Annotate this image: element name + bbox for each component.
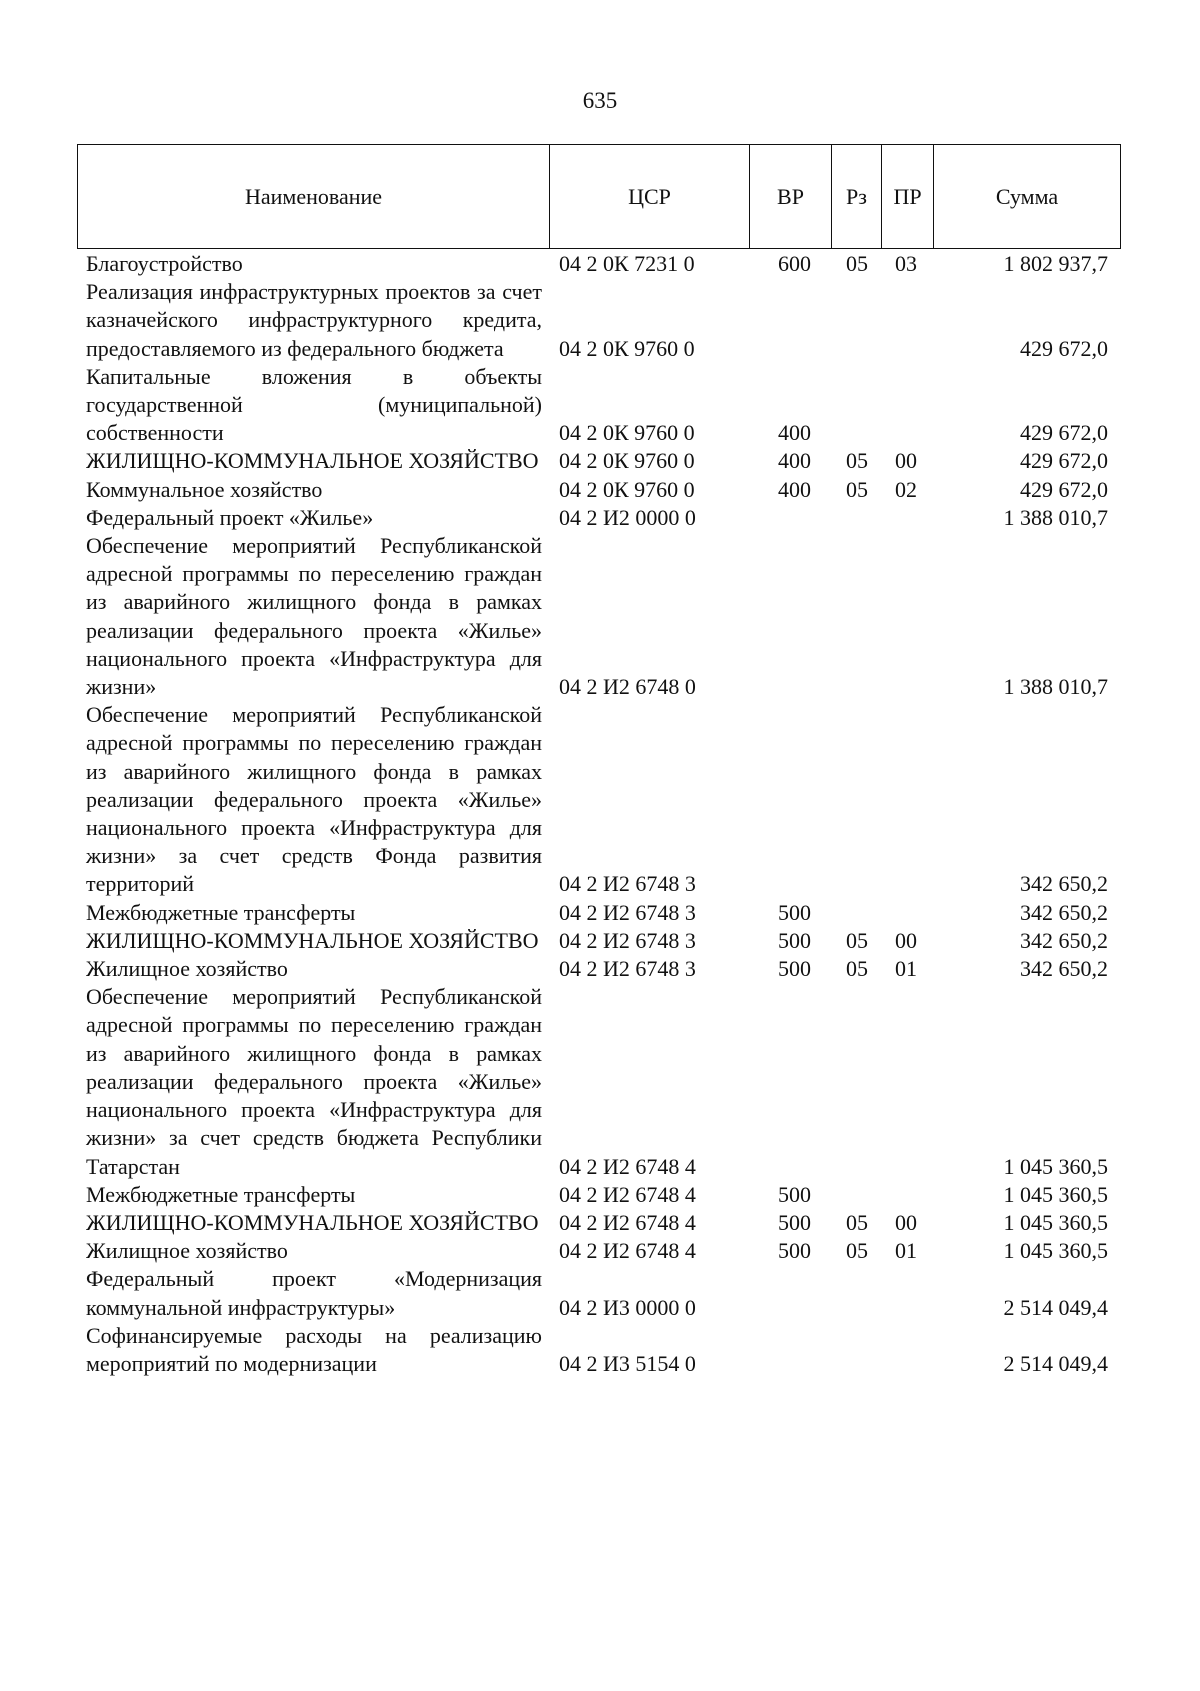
cell-name bbox=[77, 927, 549, 955]
table-row bbox=[77, 447, 1120, 475]
table-row bbox=[77, 1265, 1120, 1321]
cell-name bbox=[77, 447, 549, 475]
row-name-text: Жилищное хозяйство bbox=[86, 956, 288, 982]
cell-sum: 429 672,0 bbox=[1020, 476, 1108, 502]
table-row bbox=[77, 1181, 1120, 1209]
column-header-vr: ВР bbox=[750, 145, 832, 249]
budget-table bbox=[77, 250, 1120, 1378]
cell-rz bbox=[831, 1181, 881, 1209]
cell-sum: 342 650,2 bbox=[1020, 871, 1108, 897]
column-header-csr: ЦСР bbox=[550, 145, 750, 249]
cell-pr bbox=[881, 701, 933, 898]
cell-name bbox=[77, 1265, 549, 1321]
cell-sum: 2 514 049,4 bbox=[1003, 1350, 1108, 1376]
cell-pr bbox=[881, 504, 933, 532]
row-name-text: Жилищное хозяйство bbox=[86, 1238, 288, 1264]
cell-pr bbox=[881, 1265, 933, 1321]
cell-vr: 400 bbox=[778, 476, 811, 502]
row-name-text: Благоустройство bbox=[86, 251, 243, 276]
cell-sum: 429 672,0 bbox=[1020, 448, 1108, 474]
cell-pr bbox=[881, 1322, 933, 1378]
row-name-text: ЖИЛИЩНО-КОММУНАЛЬНОЕ ХОЗЯЙСТВО bbox=[86, 1209, 539, 1235]
row-name-text: Обеспечение мероприятий Республиканской адресной программы по переселению граждан из аварийного жилищного фонда в рамках реализации федерального проекта «Жилье» национального проекта «Инфраструктура для жизни» bbox=[86, 533, 542, 700]
cell-csr: 04 2 И3 5154 0 bbox=[559, 1350, 696, 1376]
cell-sum: 342 650,2 bbox=[1020, 927, 1108, 953]
cell-pr bbox=[881, 1181, 933, 1209]
cell-name bbox=[77, 983, 549, 1180]
cell-name bbox=[77, 278, 549, 363]
cell-rz bbox=[831, 504, 881, 532]
cell-csr: 04 2 И2 6748 4 bbox=[559, 1238, 696, 1264]
cell-rz bbox=[831, 1322, 881, 1378]
cell-sum: 1 388 010,7 bbox=[1003, 674, 1108, 700]
cell-name bbox=[77, 899, 549, 927]
cell-rz: 05 bbox=[846, 1238, 868, 1264]
cell-sum: 1 045 360,5 bbox=[1003, 1238, 1108, 1264]
cell-csr: 04 2 И2 6748 3 bbox=[559, 956, 696, 982]
cell-vr bbox=[749, 504, 831, 532]
cell-rz bbox=[831, 983, 881, 1180]
cell-vr: 600 bbox=[778, 251, 811, 276]
cell-name bbox=[77, 504, 549, 532]
cell-name bbox=[77, 363, 549, 448]
cell-pr bbox=[881, 899, 933, 927]
cell-sum: 1 802 937,7 bbox=[1003, 251, 1108, 276]
cell-vr bbox=[749, 983, 831, 1180]
column-header-pr: ПР bbox=[882, 145, 934, 249]
cell-csr: 04 2 И2 6748 3 bbox=[559, 899, 696, 925]
cell-rz bbox=[831, 1265, 881, 1321]
cell-vr bbox=[749, 701, 831, 898]
table-row bbox=[77, 701, 1120, 898]
column-header-sum: Сумма bbox=[934, 145, 1121, 249]
cell-pr: 00 bbox=[895, 1209, 917, 1235]
column-header-name: Наименование bbox=[78, 145, 550, 249]
cell-csr: 04 2 И2 6748 4 bbox=[559, 1181, 696, 1207]
cell-sum: 342 650,2 bbox=[1020, 956, 1108, 982]
row-name-text: Коммунальное хозяйство bbox=[86, 476, 323, 502]
cell-csr: 04 2 И2 6748 4 bbox=[559, 1209, 696, 1235]
cell-csr: 04 2 И2 6748 4 bbox=[559, 1153, 696, 1179]
page-number: 635 bbox=[582, 88, 618, 113]
table-body bbox=[77, 250, 1120, 1378]
table-row bbox=[77, 476, 1120, 504]
cell-vr: 500 bbox=[778, 899, 811, 925]
cell-csr: 04 2 И2 6748 0 bbox=[559, 674, 696, 700]
table-row bbox=[77, 278, 1120, 363]
cell-sum: 429 672,0 bbox=[1020, 335, 1108, 361]
cell-csr: 04 2 И2 6748 3 bbox=[559, 927, 696, 953]
cell-csr: 04 2 0К 7231 0 bbox=[559, 251, 695, 276]
cell-vr bbox=[749, 278, 831, 363]
cell-rz: 05 bbox=[846, 927, 868, 953]
row-name-text: Федеральный проект «Модернизация коммунальной инфраструктуры» bbox=[86, 1266, 542, 1320]
table-row bbox=[77, 250, 1120, 278]
row-name-text: Обеспечение мероприятий Республиканской адресной программы по переселению граждан из аварийного жилищного фонда в рамках реализации федерального проекта «Жилье» национального проекта «Инфраструктура для жизни» за счет средств Фонда развития территорий bbox=[86, 702, 542, 897]
cell-pr: 00 bbox=[895, 927, 917, 953]
cell-name bbox=[77, 1237, 549, 1265]
cell-csr: 04 2 0К 9760 0 bbox=[559, 420, 695, 446]
table-row bbox=[77, 955, 1120, 983]
table-row bbox=[77, 1209, 1120, 1237]
cell-pr bbox=[881, 278, 933, 363]
cell-csr: 04 2 И2 0000 0 bbox=[559, 504, 696, 530]
row-name-text: Межбюджетные трансферты bbox=[86, 1181, 356, 1207]
cell-csr: 04 2 И3 0000 0 bbox=[559, 1294, 696, 1320]
cell-vr bbox=[749, 532, 831, 701]
cell-rz: 05 bbox=[846, 251, 868, 276]
cell-csr: 04 2 0К 9760 0 bbox=[559, 335, 695, 361]
table-row bbox=[77, 504, 1120, 532]
cell-rz: 05 bbox=[846, 476, 868, 502]
cell-sum: 2 514 049,4 bbox=[1003, 1294, 1108, 1320]
cell-vr bbox=[749, 1322, 831, 1378]
cell-vr: 500 bbox=[778, 1181, 811, 1207]
table-row bbox=[77, 1237, 1120, 1265]
cell-csr: 04 2 0К 9760 0 bbox=[559, 476, 695, 502]
cell-name bbox=[77, 1209, 549, 1237]
cell-pr bbox=[881, 363, 933, 448]
cell-vr: 500 bbox=[778, 956, 811, 982]
cell-name bbox=[77, 1181, 549, 1209]
table-row bbox=[77, 532, 1120, 701]
cell-vr: 500 bbox=[778, 1209, 811, 1235]
cell-vr: 400 bbox=[778, 448, 811, 474]
cell-rz bbox=[831, 278, 881, 363]
cell-sum: 342 650,2 bbox=[1020, 899, 1108, 925]
cell-rz bbox=[831, 701, 881, 898]
table-row bbox=[77, 927, 1120, 955]
column-header-rz: Рз bbox=[832, 145, 882, 249]
cell-pr: 03 bbox=[895, 251, 917, 276]
cell-sum: 1 045 360,5 bbox=[1003, 1153, 1108, 1179]
cell-vr: 400 bbox=[778, 420, 811, 446]
cell-pr bbox=[881, 532, 933, 701]
row-name-text: Федеральный проект «Жилье» bbox=[86, 504, 374, 530]
cell-name bbox=[77, 1322, 549, 1378]
table-row bbox=[77, 1322, 1120, 1378]
cell-name bbox=[77, 476, 549, 504]
cell-pr: 02 bbox=[895, 476, 917, 502]
row-name-text: Капитальные вложения в объекты государственной (муниципальной) собственности bbox=[86, 363, 542, 446]
cell-pr: 00 bbox=[895, 448, 917, 474]
cell-rz bbox=[831, 532, 881, 701]
cell-vr: 500 bbox=[778, 1238, 811, 1264]
cell-vr: 500 bbox=[778, 927, 811, 953]
row-name-text: Обеспечение мероприятий Республиканской адресной программы по переселению граждан из аварийного жилищного фонда в рамках реализации федерального проекта «Жилье» национального проекта «Инфраструктура для жизни» за счет средств бюджета Республики Татарстан bbox=[86, 984, 542, 1179]
cell-csr: 04 2 0К 9760 0 bbox=[559, 448, 695, 474]
cell-pr: 01 bbox=[895, 956, 917, 982]
cell-pr: 01 bbox=[895, 1238, 917, 1264]
row-name-text: Реализация инфраструктурных проектов за счет казначейского инфраструктурного кредита, предоставляемого из федерального бюджета bbox=[86, 279, 542, 361]
cell-csr: 04 2 И2 6748 3 bbox=[559, 871, 696, 897]
table-row bbox=[77, 363, 1120, 448]
cell-vr bbox=[749, 1265, 831, 1321]
cell-rz: 05 bbox=[846, 956, 868, 982]
cell-name bbox=[77, 250, 549, 278]
row-name-text: Межбюджетные трансферты bbox=[86, 899, 356, 925]
cell-sum: 1 045 360,5 bbox=[1003, 1209, 1108, 1235]
cell-sum: 1 388 010,7 bbox=[1003, 504, 1108, 530]
cell-sum: 1 045 360,5 bbox=[1003, 1181, 1108, 1207]
cell-rz: 05 bbox=[846, 1209, 868, 1235]
cell-name bbox=[77, 701, 549, 898]
table-row bbox=[77, 983, 1120, 1180]
row-name-text: ЖИЛИЩНО-КОММУНАЛЬНОЕ ХОЗЯЙСТВО bbox=[86, 927, 539, 953]
cell-rz: 05 bbox=[846, 448, 868, 474]
row-name-text: Софинансируемые расходы на реализацию мероприятий по модернизации bbox=[86, 1322, 542, 1376]
cell-rz bbox=[831, 899, 881, 927]
cell-rz bbox=[831, 363, 881, 448]
cell-name bbox=[77, 532, 549, 701]
table-row bbox=[77, 899, 1120, 927]
table-header bbox=[77, 144, 1121, 249]
cell-sum: 429 672,0 bbox=[1020, 420, 1108, 446]
cell-name bbox=[77, 955, 549, 983]
cell-pr bbox=[881, 983, 933, 1180]
row-name-text: ЖИЛИЩНО-КОММУНАЛЬНОЕ ХОЗЯЙСТВО bbox=[86, 448, 539, 474]
